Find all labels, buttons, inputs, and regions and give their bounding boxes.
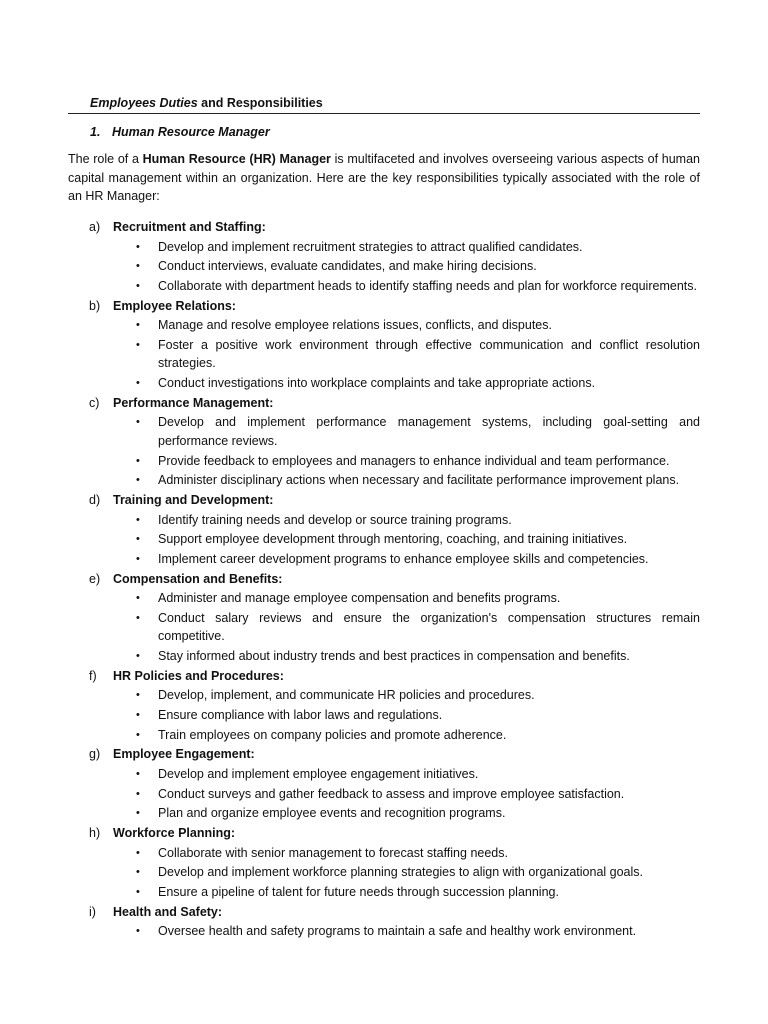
bullet-item xyxy=(68,277,700,296)
bullet-item xyxy=(68,686,700,705)
bullet-list xyxy=(68,922,700,941)
bullet-text: Train employees on company policies and promote adherence. xyxy=(158,727,507,742)
bullet-dot-icon: • xyxy=(136,807,140,820)
responsibility-section xyxy=(68,824,700,901)
bullet-text: Support employee development through mentoring, coaching, and training initiatives. xyxy=(158,532,628,547)
section-number: 1. xyxy=(90,125,101,139)
bullet-text: Conduct investigations into workplace complaints and take appropriate actions. xyxy=(158,376,596,391)
responsibility-heading xyxy=(68,745,700,765)
responsibility-heading xyxy=(68,394,700,414)
responsibility-section xyxy=(68,745,700,822)
intro-text-after: is multifaceted and involves overseeing various aspects of human capital management within an organization. Here are the key responsibilities typically associated with the role of an HR Manager: xyxy=(68,152,700,203)
bullet-text: Oversee health and safety programs to maintain a safe and healthy work environment. xyxy=(158,924,637,939)
bullet-text: Ensure a pipeline of talent for future needs through succession planning. xyxy=(158,885,559,900)
bullet-text: Provide feedback to employees and managers to enhance individual and team performance. xyxy=(158,453,670,468)
responsibility-letter: c) xyxy=(89,395,100,410)
bullet-list xyxy=(68,589,700,665)
bullet-dot-icon: • xyxy=(136,866,140,879)
bullet-list xyxy=(68,238,700,296)
intro-role-name: Human Resource (HR) Manager xyxy=(142,152,331,166)
bullet-text: Develop, implement, and communicate HR policies and procedures. xyxy=(158,688,535,703)
bullet-list xyxy=(68,686,700,744)
bullet-text: Manage and resolve employee relations issues, conflicts, and disputes. xyxy=(158,318,552,333)
responsibility-section xyxy=(68,667,700,744)
bullet-text: Identify training needs and develop or source training programs. xyxy=(158,512,512,527)
responsibility-section xyxy=(68,903,700,941)
bullet-item xyxy=(68,257,700,276)
bullet-item xyxy=(68,609,700,646)
responsibility-heading xyxy=(68,667,700,687)
bullet-dot-icon: • xyxy=(136,552,140,565)
bullet-text: Administer disciplinary actions when necessary and facilitate performance improvement plans. xyxy=(158,473,680,488)
section-heading xyxy=(68,124,700,140)
bullet-list xyxy=(68,765,700,823)
responsibility-title: Training and Development: xyxy=(113,492,274,507)
bullet-text: Administer and manage employee compensation and benefits programs. xyxy=(158,591,561,606)
responsibility-section xyxy=(68,491,700,568)
responsibility-heading xyxy=(68,491,700,511)
bullet-text: Develop and implement employee engagement initiatives. xyxy=(158,767,479,782)
bullet-list xyxy=(68,844,700,902)
bullet-dot-icon: • xyxy=(136,377,140,390)
bullet-item xyxy=(68,550,700,569)
bullet-item xyxy=(68,471,700,490)
responsibility-title: Employee Relations: xyxy=(113,298,236,313)
bullet-text: Conduct interviews, evaluate candidates, and make hiring decisions. xyxy=(158,259,537,274)
bullet-item xyxy=(68,726,700,745)
bullet-item xyxy=(68,844,700,863)
bullet-item xyxy=(68,452,700,471)
bullet-dot-icon: • xyxy=(136,728,140,741)
bullet-dot-icon: • xyxy=(136,260,140,273)
responsibility-section xyxy=(68,297,700,393)
bullet-text: Stay informed about industry trends and best practices in compensation and benefits. xyxy=(158,649,630,664)
bullet-dot-icon: • xyxy=(136,338,140,351)
header-title-rest: and Responsibilities xyxy=(197,96,323,110)
bullet-dot-icon: • xyxy=(136,533,140,546)
document-header xyxy=(68,96,700,114)
responsibility-letter: a) xyxy=(89,220,101,234)
bullet-item xyxy=(68,647,700,666)
bullet-text: Plan and organize employee events and recognition programs. xyxy=(158,806,506,821)
bullet-item xyxy=(68,863,700,882)
responsibility-section xyxy=(68,394,700,490)
bullet-dot-icon: • xyxy=(136,319,140,332)
responsibility-letter: g) xyxy=(89,747,101,762)
bullet-text: Develop and implement workforce planning strategies to align with organizational goals. xyxy=(158,865,643,880)
responsibility-title: Employee Engagement: xyxy=(113,747,255,762)
responsibility-letter: e) xyxy=(89,571,101,586)
bullet-item xyxy=(68,238,700,257)
bullet-item xyxy=(68,883,700,902)
bullet-text: Foster a positive work environment through effective communication and conflict resolution strategies. xyxy=(158,337,700,371)
bullet-list xyxy=(68,413,700,489)
responsibility-letter: i) xyxy=(89,904,96,919)
responsibility-heading xyxy=(68,218,700,238)
bullet-item xyxy=(68,589,700,608)
responsibility-title: Performance Management: xyxy=(113,395,274,410)
responsibility-section xyxy=(68,218,700,295)
bullet-item xyxy=(68,316,700,335)
bullet-item xyxy=(68,413,700,450)
responsibility-letter: h) xyxy=(89,826,101,841)
bullet-item xyxy=(68,374,700,393)
bullet-text: Ensure compliance with labor laws and regulations. xyxy=(158,708,443,723)
responsibility-heading xyxy=(68,824,700,844)
responsibility-title: Health and Safety: xyxy=(113,904,223,919)
bullet-dot-icon: • xyxy=(136,474,140,487)
responsibility-section xyxy=(68,570,700,666)
responsibilities-list xyxy=(68,218,700,941)
responsibility-title: Workforce Planning: xyxy=(113,826,236,841)
bullet-dot-icon: • xyxy=(136,240,140,253)
bullet-text: Implement career development programs to enhance employee skills and competencies. xyxy=(158,551,649,566)
bullet-dot-icon: • xyxy=(136,279,140,292)
bullet-item xyxy=(68,530,700,549)
responsibility-heading xyxy=(68,297,700,317)
responsibility-title: HR Policies and Procedures: xyxy=(113,668,284,683)
bullet-dot-icon: • xyxy=(136,689,140,702)
bullet-text: Develop and implement performance management systems, including goal-setting and performance reviews. xyxy=(158,415,700,448)
bullet-item xyxy=(68,765,700,784)
bullet-text: Collaborate with senior management to forecast staffing needs. xyxy=(158,845,508,860)
responsibility-letter: b) xyxy=(89,298,101,313)
responsibility-heading xyxy=(68,570,700,590)
responsibility-heading xyxy=(68,903,700,923)
responsibility-letter: f) xyxy=(89,668,97,683)
bullet-dot-icon: • xyxy=(136,768,140,781)
bullet-dot-icon: • xyxy=(136,925,140,938)
bullet-item xyxy=(68,804,700,823)
bullet-text: Develop and implement recruitment strategies to attract qualified candidates. xyxy=(158,239,583,254)
header-title-italic: Employees Duties xyxy=(90,96,198,110)
bullet-item xyxy=(68,785,700,804)
bullet-item xyxy=(68,336,700,373)
bullet-dot-icon: • xyxy=(136,787,140,800)
responsibility-title: Recruitment and Staffing: xyxy=(113,220,266,234)
responsibility-title: Compensation and Benefits: xyxy=(113,571,283,586)
bullet-item xyxy=(68,511,700,530)
bullet-dot-icon: • xyxy=(136,886,140,899)
bullet-dot-icon: • xyxy=(136,709,140,722)
bullet-item xyxy=(68,922,700,941)
bullet-dot-icon: • xyxy=(136,650,140,663)
section-title: Human Resource Manager xyxy=(112,125,270,139)
bullet-dot-icon: • xyxy=(136,846,140,859)
bullet-text: Collaborate with department heads to identify staffing needs and plan for workforce requirements. xyxy=(158,278,697,293)
bullet-item xyxy=(68,706,700,725)
bullet-list xyxy=(68,511,700,569)
intro-text-before: The role of a xyxy=(68,152,143,166)
bullet-dot-icon: • xyxy=(136,454,140,467)
bullet-dot-icon: • xyxy=(136,611,140,624)
bullet-dot-icon: • xyxy=(136,513,140,526)
bullet-dot-icon: • xyxy=(136,592,140,605)
bullet-text: Conduct surveys and gather feedback to assess and improve employee satisfaction. xyxy=(158,786,625,801)
responsibility-letter: d) xyxy=(89,492,101,507)
bullet-text: Conduct salary reviews and ensure the organization's compensation structures remain competitive. xyxy=(158,610,700,644)
intro-paragraph xyxy=(68,150,700,206)
bullet-dot-icon: • xyxy=(136,416,140,429)
bullet-list xyxy=(68,316,700,392)
